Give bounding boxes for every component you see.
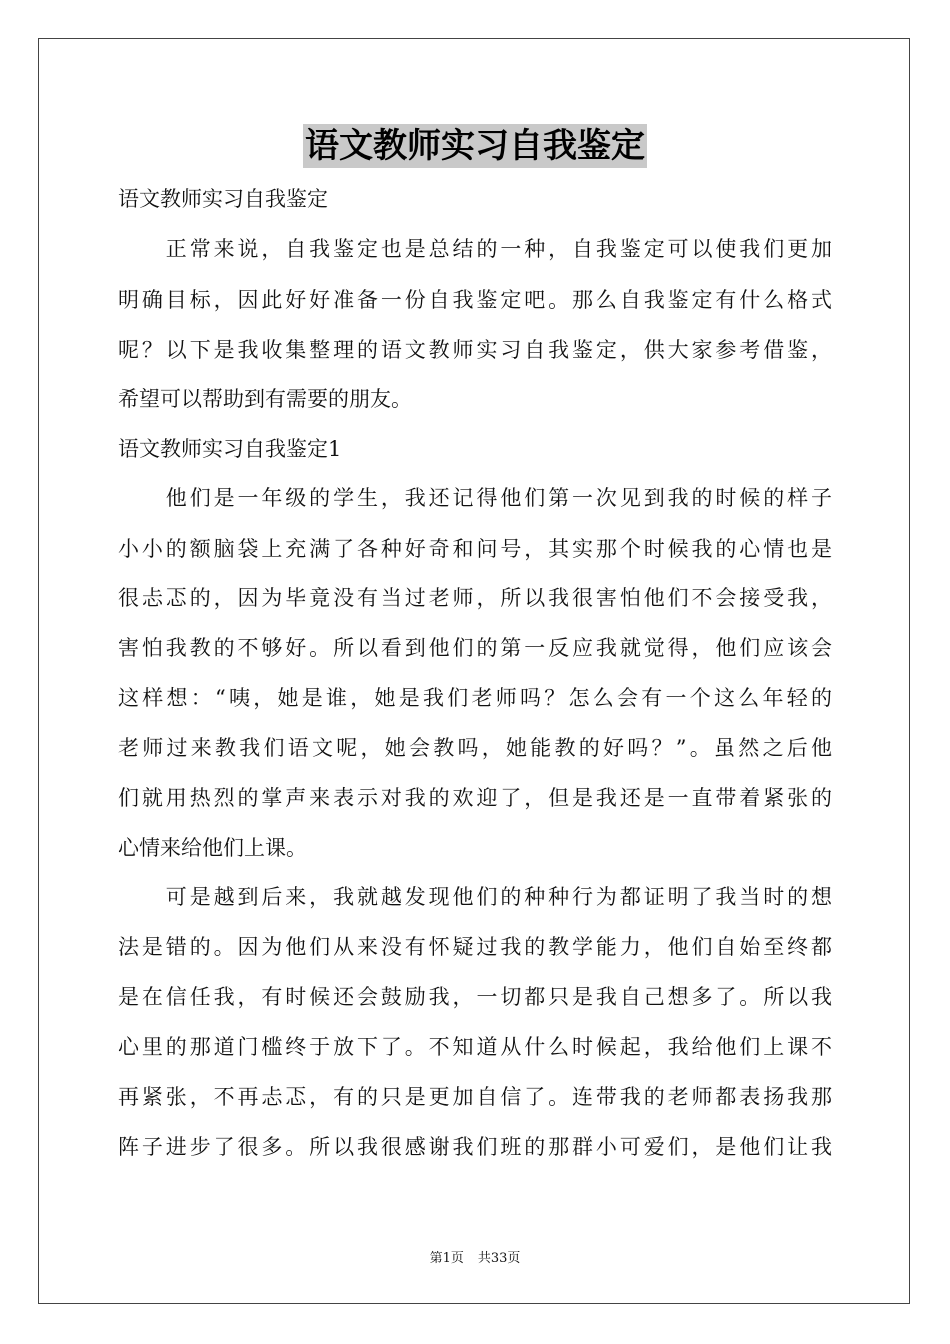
- page-footer: [0, 1247, 950, 1266]
- paragraph-line: 们就用热烈的掌声来表示对我的欢迎了，但是我还是一直带着紧张的: [118, 786, 832, 810]
- document-subtitle: 语文教师实习自我鉴定: [118, 187, 328, 211]
- page-total: 共33页: [477, 1251, 521, 1266]
- intro-line: 正常来说，自我鉴定也是总结的一种，自我鉴定可以使我们更加: [118, 237, 832, 261]
- paragraph-line: 他们是一年级的学生，我还记得他们第一次见到我的时候的样子: [118, 486, 832, 510]
- paragraph-line: 心里的那道门槛终于放下了。不知道从什么时候起，我给他们上课不: [118, 1035, 832, 1059]
- page-border: [38, 38, 910, 1304]
- paragraph-line: 小小的额脑袋上充满了各种好奇和问号，其实那个时候我的心情也是: [118, 537, 832, 561]
- paragraph-line: 是在信任我，有时候还会鼓励我，一切都只是我自己想多了。所以我: [118, 985, 832, 1009]
- paragraph-line: 阵子进步了很多。所以我很感谢我们班的那群小可爱们，是他们让我: [118, 1135, 832, 1159]
- paragraph-line: 老师过来教我们语文呢，她会教吗，她能教的好吗？”。虽然之后他: [118, 736, 832, 760]
- intro-line: 呢？以下是我收集整理的语文教师实习自我鉴定，供大家参考借鉴，: [118, 338, 832, 362]
- section-heading: 语文教师实习自我鉴定1: [118, 437, 342, 461]
- paragraph-line: 这样想：“咦，她是谁，她是我们老师吗？怎么会有一个这么年轻的: [118, 686, 832, 710]
- document-title: 语文教师实习自我鉴定: [305, 126, 645, 166]
- paragraph-line: 法是错的。因为他们从来没有怀疑过我的教学能力，他们自始至终都: [118, 935, 832, 959]
- title-container: [0, 124, 950, 168]
- paragraph-line: 害怕我教的不够好。所以看到他们的第一反应我就觉得，他们应该会: [118, 636, 832, 660]
- paragraph-line: 很忐忑的，因为毕竟没有当过老师，所以我很害怕他们不会接受我，: [118, 586, 832, 610]
- paragraph-line: 再紧张，不再忐忑，有的只是更加自信了。连带我的老师都表扬我那: [118, 1085, 832, 1109]
- intro-line: 明确目标，因此好好准备一份自我鉴定吧。那么自我鉴定有什么格式: [118, 288, 832, 312]
- paragraph-line: 心情来给他们上课。: [118, 836, 307, 860]
- intro-line: 希望可以帮助到有需要的朋友。: [118, 387, 412, 411]
- page-number: 第1页: [429, 1251, 464, 1266]
- paragraph-line: 可是越到后来，我就越发现他们的种种行为都证明了我当时的想: [118, 885, 832, 909]
